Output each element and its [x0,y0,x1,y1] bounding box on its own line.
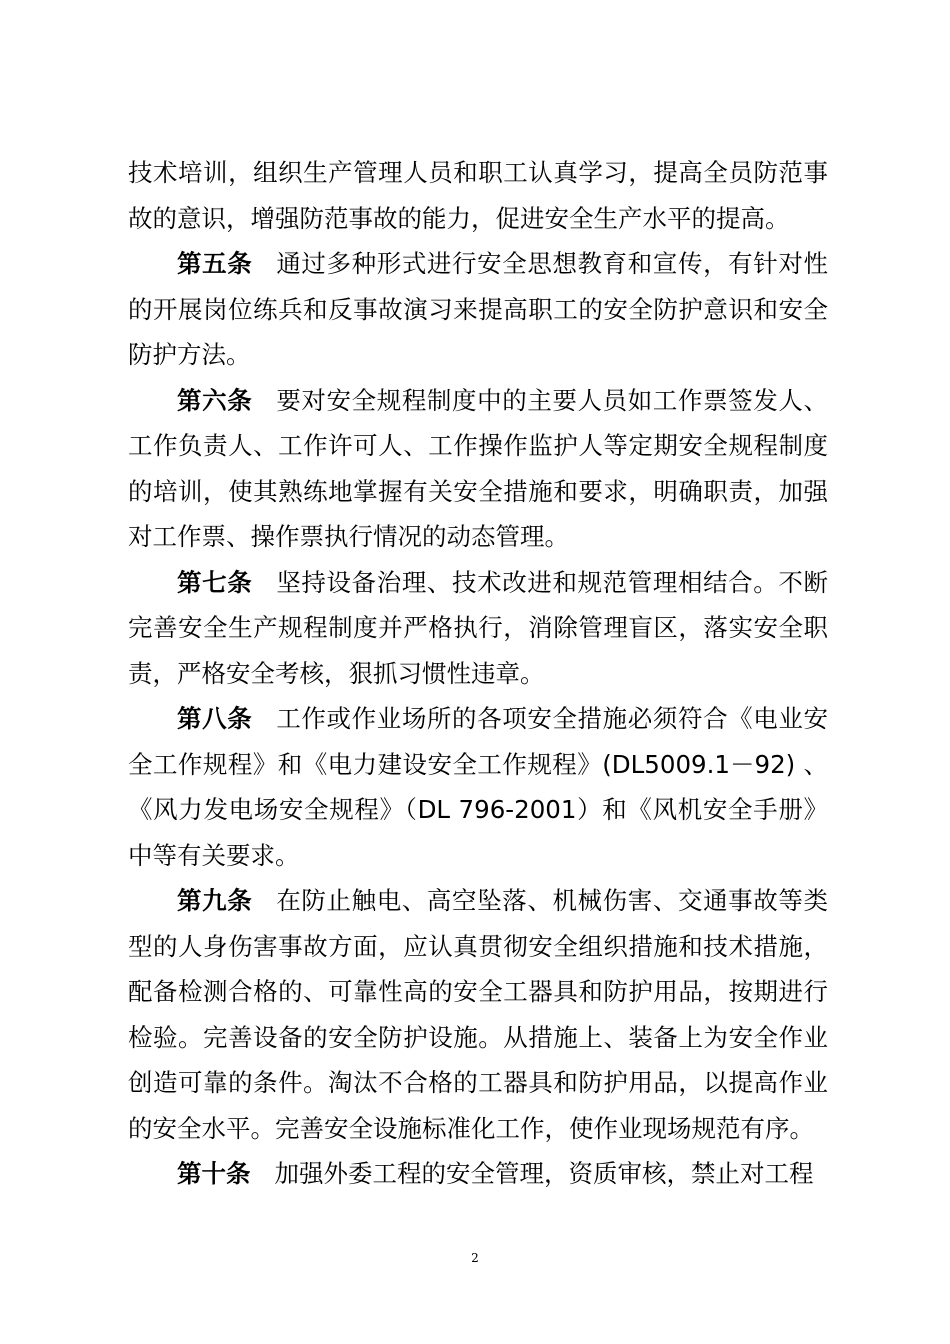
article-heading: 第八条 [177,704,253,733]
article-6-paragraph [128,378,828,560]
article-8-paragraph [128,696,828,878]
document-body [128,150,828,1197]
article-heading: 第六条 [177,385,253,415]
article-heading: 第十条 [177,1159,251,1188]
article-9-paragraph [128,878,828,1151]
article-10-paragraph [128,1151,828,1197]
paragraph-text: 在防止触电、高空坠落、机械伤害、交通事故等类型的人身伤害事故方面，应认真贯彻安全组织措施和技术措施，配备检测合格的、可靠性高的安全工器具和防护用品，按期进行检验。完善设备的安全防护设施。从措施上、装备上为安全作业创造可靠的条件。淘汰不合格的工器具和防护用品，以提高作业的安全水平。完善安全设施标准化工作，使作业现场规范有序。 [128,886,828,1143]
page-number: 2 [471,1251,479,1265]
paragraph-text: 加强外委工程的安全管理，资质审核，禁止对工程 [274,1159,814,1188]
article-heading: 第七条 [177,567,253,597]
paragraph-text: 通过多种形式进行安全思想教育和宣传，有针对性的开展岗位练兵和反事故演习来提高职工的安全防护意识和安全防护方法。 [128,249,828,369]
paragraph-text: 技术培训，组织生产管理人员和职工认真学习，提高全员防范事故的意识，增强防范事故的能力，促进安全生产水平的提高。 [128,158,828,233]
paragraph-continuation [128,150,828,241]
article-5-paragraph [128,241,828,378]
paragraph-text: 要对安全规程制度中的主要人员如工作票签发人、工作负责人、工作许可人、工作操作监护人等定期安全规程制度的培训，使其熟练地掌握有关安全措施和要求，明确职责，加强对工作票、操作票执行情况的动态管理。 [128,385,828,551]
article-heading: 第五条 [177,249,253,278]
article-heading: 第九条 [177,886,253,915]
paragraph-text: 工作或作业场所的各项安全措施必须符合《电业安全工作规程》和《电力建设安全工作规程》(DL5009.1－92) 、《风力发电场安全规程》（DL 796-2001）和《风机安全手册》中等有关要求。 [128,704,828,870]
article-7-paragraph [128,560,828,697]
paragraph-text: 坚持设备治理、技术改进和规范管理相结合。不断完善安全生产规程制度并严格执行，消除管理盲区，落实安全职责，严格安全考核，狠抓习惯性违章。 [128,567,828,688]
